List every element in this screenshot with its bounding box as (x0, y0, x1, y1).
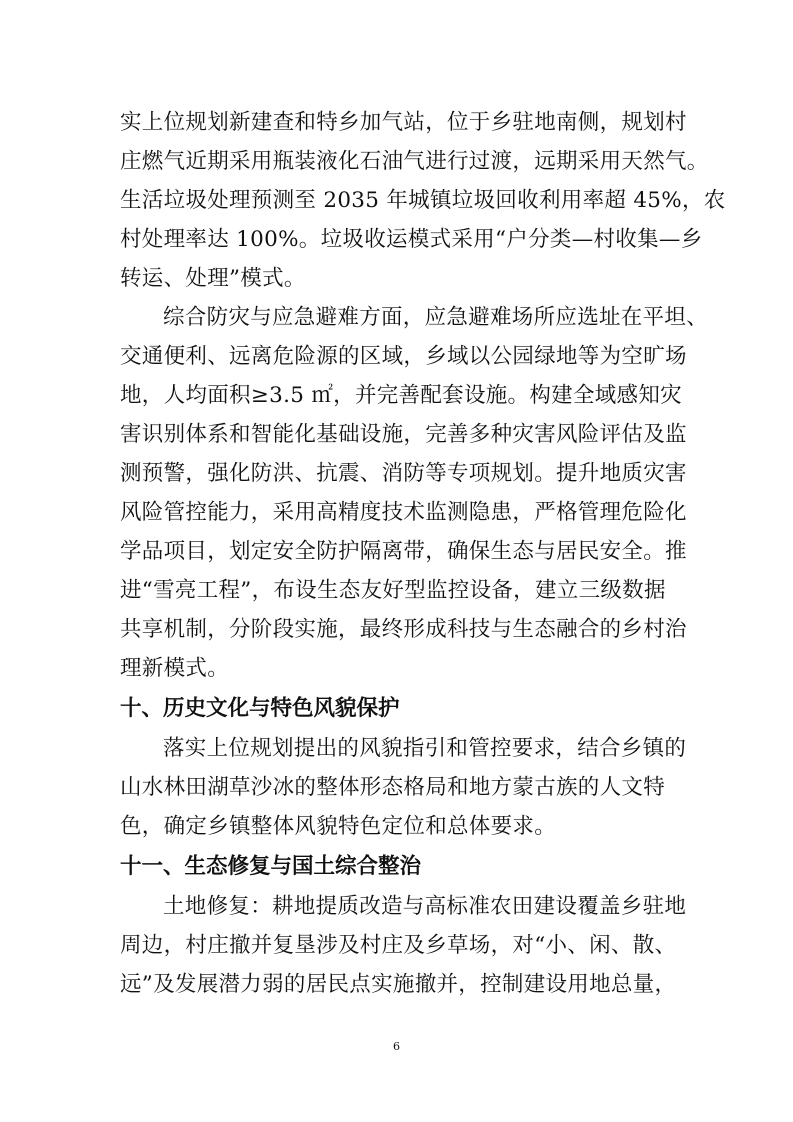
text-line: 理新模式。 (120, 656, 230, 681)
page-number: 6 (393, 1040, 400, 1053)
section-heading-history-culture: 十、历史文化与特色风貌保护 (120, 696, 400, 721)
paragraph-first-line: 土地修复：耕地提质改造与高标准农田建设覆盖乡驻地 (163, 894, 687, 919)
text-line: 庄燃气近期采用瓶装液化石油气进行过渡，远期采用天然气。 (120, 149, 709, 174)
text-line: 测预警，强化防洪、抗震、消防等专项规划。提升地质灾害 (120, 461, 687, 486)
text-line: 村处理率达 100%。垃圾收运模式采用“户分类—村收集—乡 (120, 227, 703, 252)
text-line: 山水林田湖草沙冰的整体形态格局和地方蒙古族的人文特 (120, 775, 666, 800)
paragraph-first-line: 综合防灾与应急避难方面，应急避难场所应选址在平坦、 (163, 305, 709, 330)
text-line: 交通便利、远离危险源的区域，乡域以公园绿地等为空旷场 (120, 344, 687, 369)
text-line: 地，人均面积≥3.5 ㎡，并完善配套设施。构建全域感知灾 (120, 383, 682, 408)
text-line: 进“雪亮工程”，布设生态友好型监控设备，建立三级数据 (120, 578, 666, 603)
text-line: 共享机制，分阶段实施，最终形成科技与生态融合的乡村治 (120, 617, 687, 642)
text-line: 实上位规划新建查和特乡加气站，位于乡驻地南侧，规划村 (120, 110, 687, 135)
text-line: 色，确定乡镇整体风貌特色定位和总体要求。 (120, 814, 557, 839)
text-line: 学品项目，划定安全防护隔离带，确保生态与居民安全。推 (120, 539, 687, 564)
text-line: 风险管控能力，采用高精度技术监测隐患，严格管理危险化 (120, 500, 687, 525)
text-line: 转运、处理”模式。 (120, 266, 306, 291)
text-line: 远”及发展潜力弱的居民点实施撤并，控制建设用地总量， (120, 972, 677, 997)
text-line: 生活垃圾处理预测至 2035 年城镇垃圾回收利用率超 45%，农 (120, 188, 726, 213)
paragraph-first-line: 落实上位规划提出的风貌指引和管控要求，结合乡镇的 (163, 736, 687, 761)
text-line: 害识别体系和智能化基础设施，完善多种灾害风险评估及监 (120, 422, 687, 447)
section-heading-ecological-restoration: 十一、生态修复与国土综合整治 (120, 854, 422, 879)
text-line: 周边，村庄撤并复垦涉及村庄及乡草场，对“小、闲、散、 (120, 933, 677, 958)
